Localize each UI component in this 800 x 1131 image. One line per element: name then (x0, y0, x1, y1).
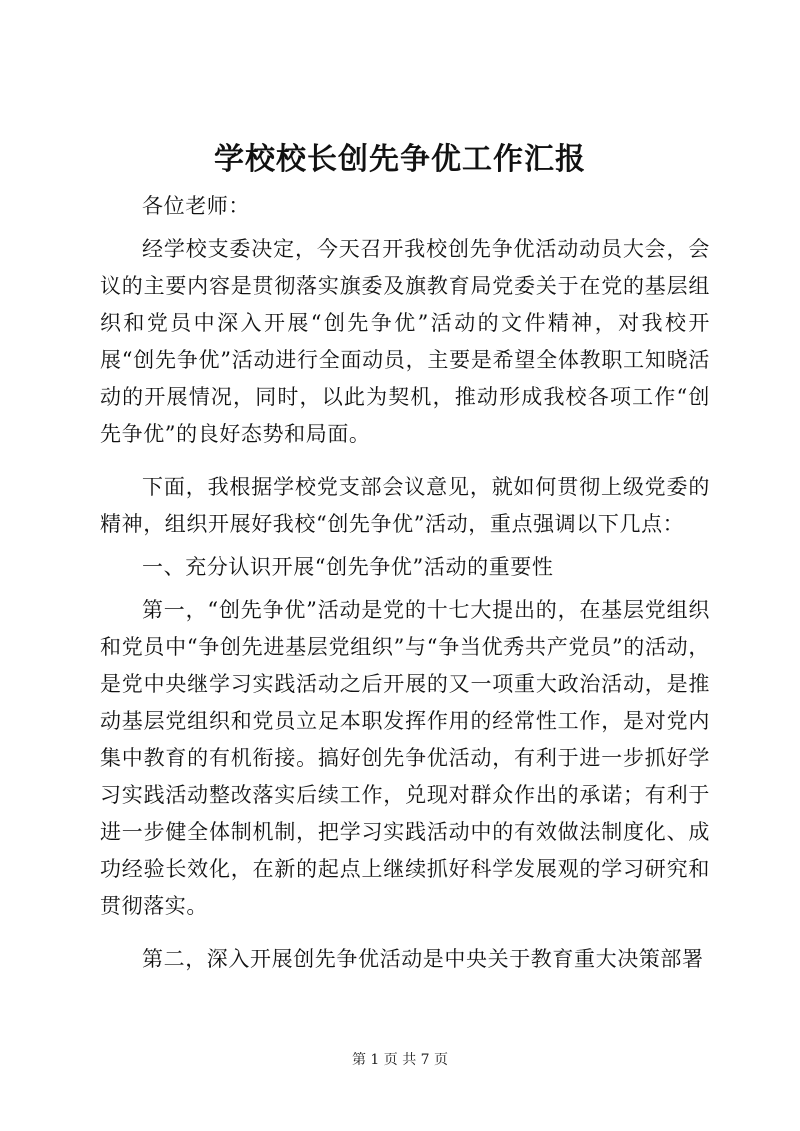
transition-paragraph: 下面，我根据学校党支部会议意见，就如何贯彻上级党委的精神，组织开展好我校“创先争优”活动，重点强调以下几点： (100, 475, 710, 536)
point-two-paragraph: 第二，深入开展创先争优活动是中央关于教育重大决策部署 (142, 947, 704, 971)
section-heading-1: 一、充分认识开展“创先争优”活动的重要性 (142, 555, 554, 579)
intro-paragraph: 经学校支委决定，今天召开我校创先争优活动动员大会，会议的主要内容是贯彻落实旗委及旗教育局党委关于在党的基层组织和党员中深入开展“创先争优”活动的文件精神，对我校开展“创先争优”活动进行全面动员，主要是希望全体教职工知晓活动的开展情况，同时，以此为契机，推动形成我校各项工作“创先争优”的良好态势和局面。 (100, 237, 710, 446)
page-footer: 第 1 页 共 7 页 (351, 1052, 449, 1068)
point-one-paragraph: 第一，“创先争优”活动是党的十七大提出的，在基层党组织和党员中“争创先进基层党组织”与“争当优秀共产党员”的活动，是党中央继学习实践活动之后开展的又一项重大政治活动，是推动基层党组织和党员立足本职发挥作用的经常性工作，是对党内集中教育的有机衔接。搞好创先争优活动，有利于进一步抓好学习实践活动整改落实后续工作，兑现对群众作出的承诺；有利于进一步健全体制机制，把学习实践活动中的有效做法制度化、成功经验长效化，在新的起点上继续抓好科学发展观的学习研究和贯彻落实。 (100, 598, 710, 918)
salutation-paragraph: 各位老师： (142, 194, 250, 218)
document-body (100, 188, 710, 994)
document-title: 学校校长创先争优工作汇报 (214, 142, 586, 177)
